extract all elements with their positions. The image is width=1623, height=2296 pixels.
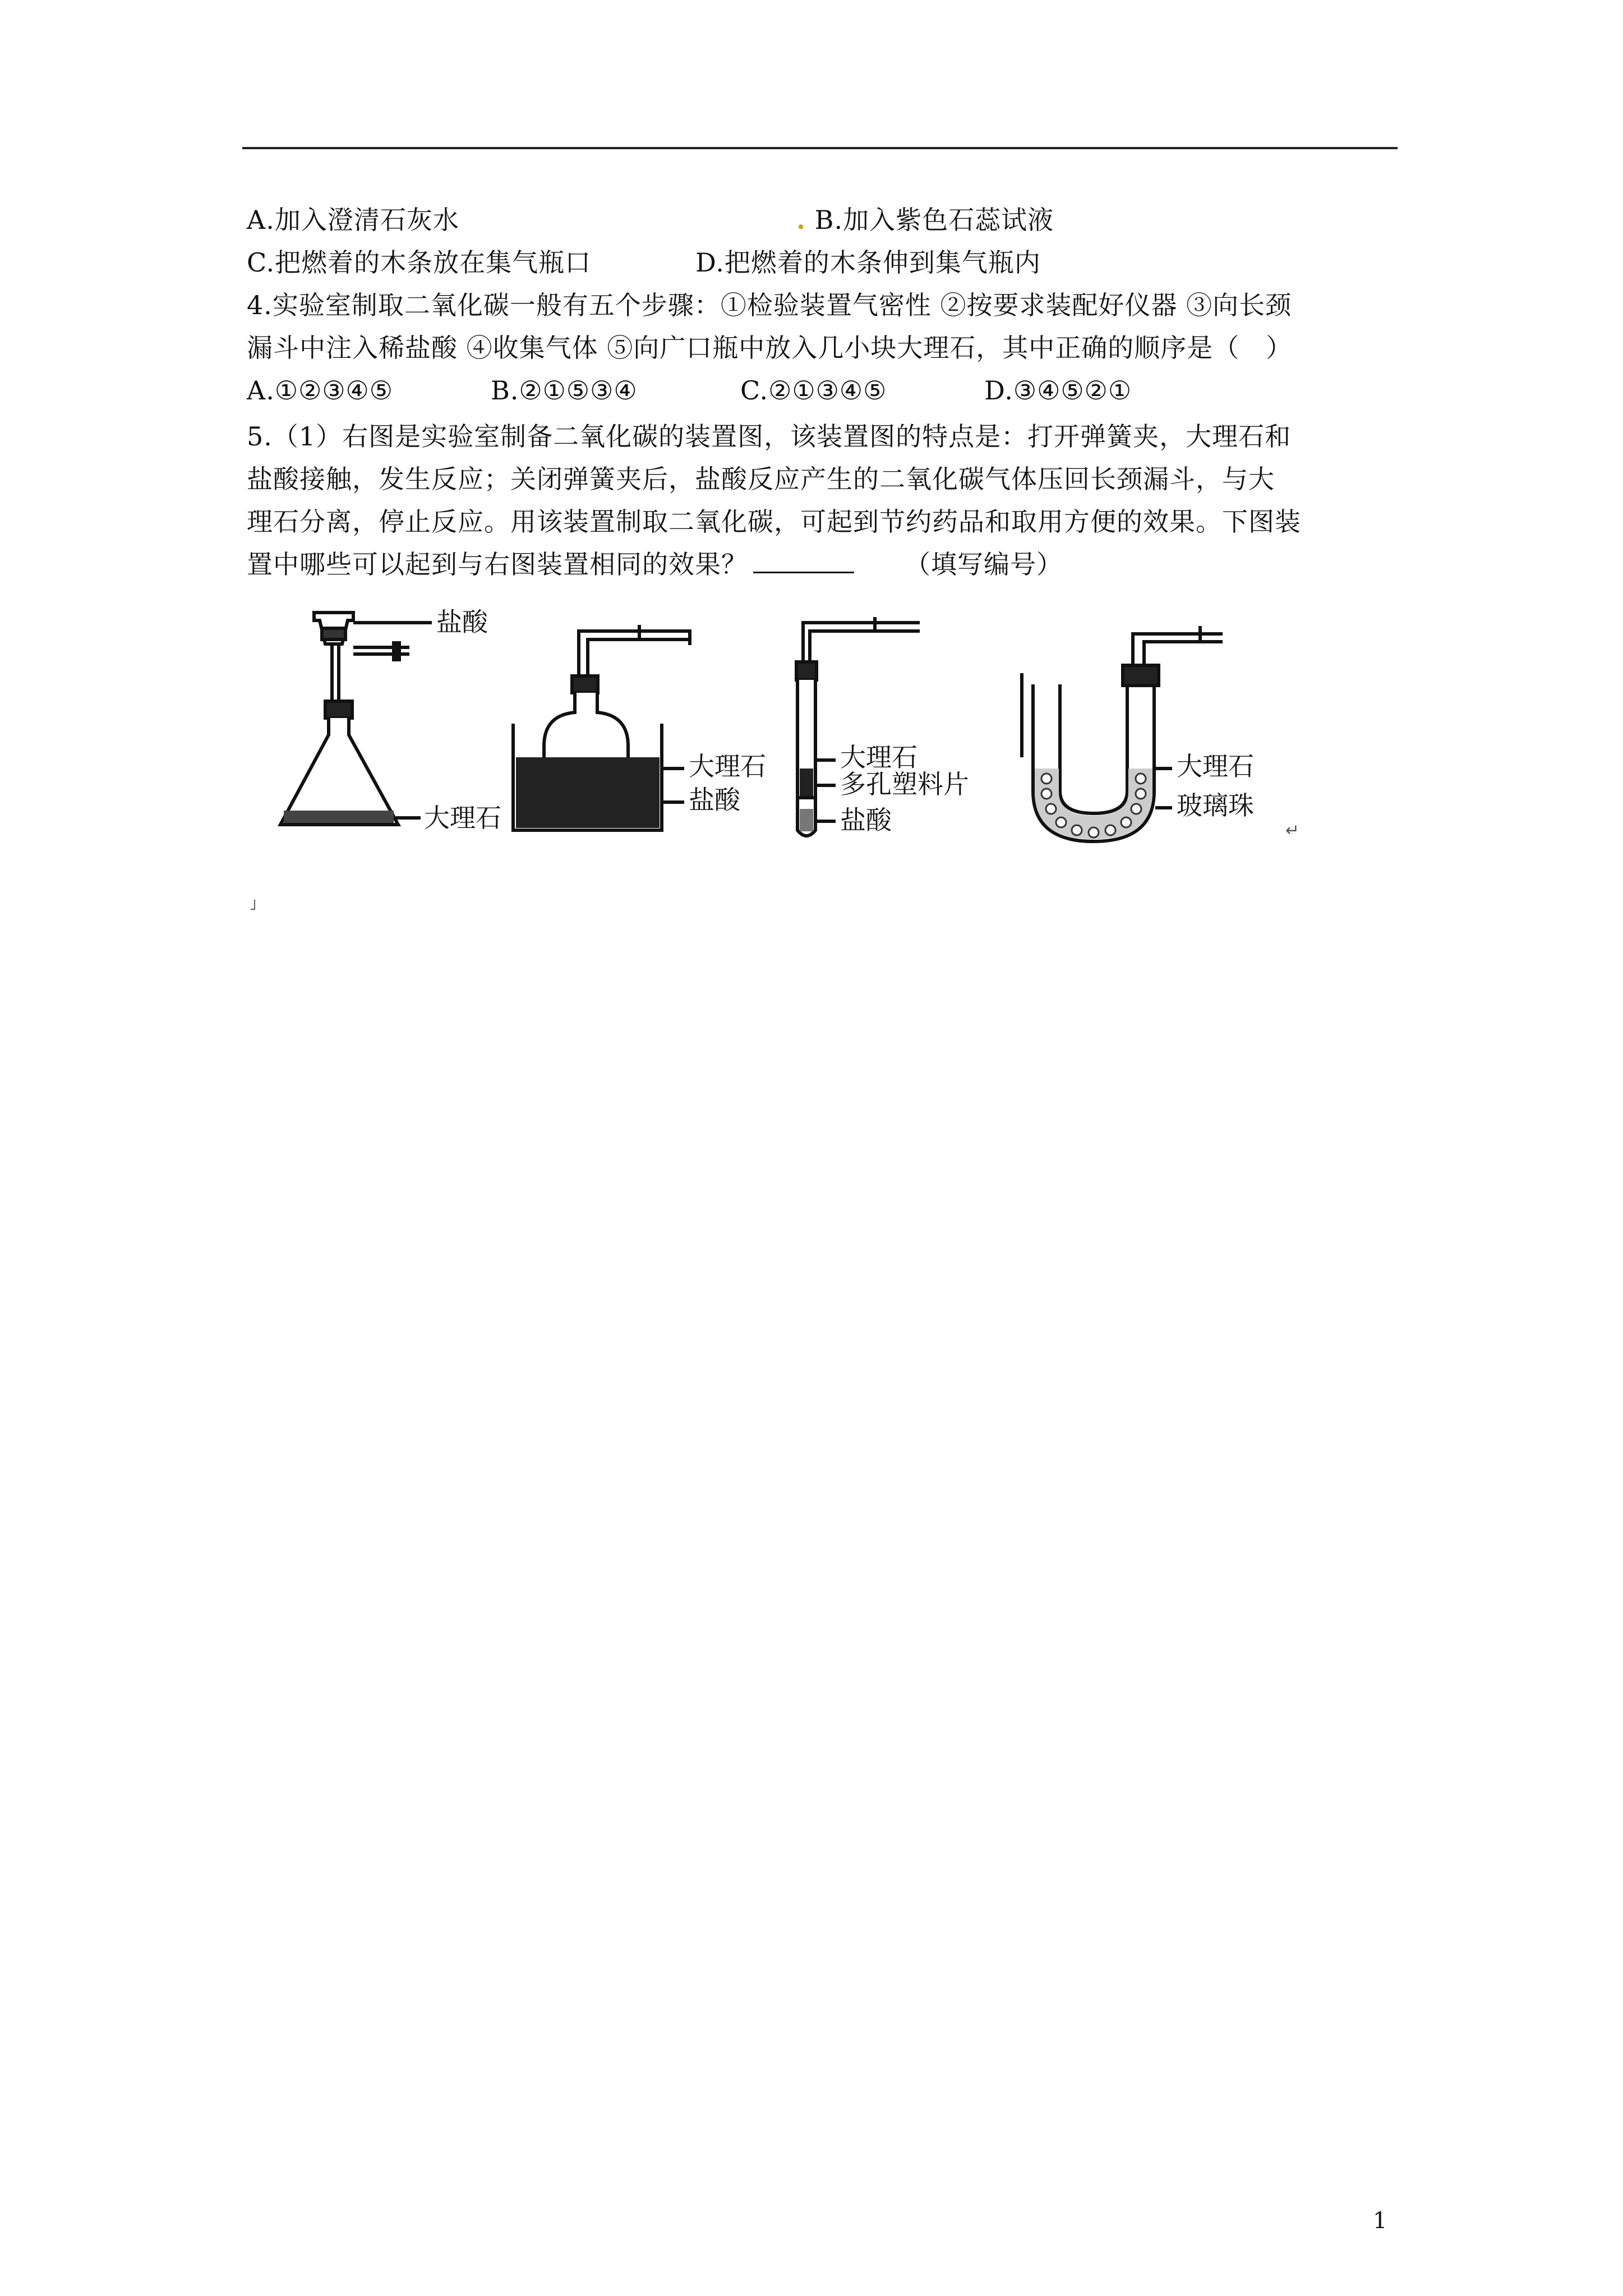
return-mark: ↵ (1285, 821, 1300, 840)
q3-option-b: B.加入紫色石蕊试液 (814, 205, 1054, 235)
q5-stem-line-1: 5.（1）右图是实验室制备二氧化碳的装置图，该装置图的特点是：打开弹簧夹，大理石和 (247, 421, 1292, 452)
label-marble-2: 大理石 (689, 751, 766, 781)
q4-option-c: C.②①③④⑤ (740, 375, 887, 406)
apparatus-3 (796, 617, 920, 836)
q4-option-d: D.③④⑤②① (984, 375, 1132, 406)
label-hcl-2: 盐酸 (689, 785, 740, 815)
q4-options-row (247, 369, 1132, 412)
q3-option-a: A.加入澄清石灰水 (247, 205, 459, 235)
apparatus-svg (269, 600, 1324, 858)
label-marble-1: 大理石 (424, 803, 501, 833)
q4-option-b: B.②①⑤③④ (491, 375, 638, 406)
q5-question: 置中哪些可以起到与右图装置相同的效果？ (247, 549, 748, 579)
label-porous-plate: 多孔塑料片 (840, 769, 969, 799)
q5-stem-line-4 (247, 543, 1063, 586)
q3-option-c: C.把燃着的木条放在集气瓶口 (247, 247, 592, 278)
label-marble-3: 大理石 (840, 742, 917, 772)
header-rule (242, 147, 1398, 149)
q3-option-row-2 (247, 241, 1041, 284)
q3-option-d: D.把燃着的木条伸到集气瓶内 (695, 247, 1041, 278)
apparatus-1 (280, 613, 432, 825)
label-marble-4: 大理石 (1177, 751, 1254, 781)
label-hcl-1: 盐酸 (436, 607, 488, 637)
paragraph-mark: ˩ (249, 895, 257, 914)
q3-option-b-wrap: . B.加入紫色石蕊试液 (796, 205, 1054, 235)
page-number: 1 (1373, 2208, 1387, 2234)
q4-stem-line-1: 4.实验室制取二氧化碳一般有五个步骤：①检验装置气密性 ②按要求装配好仪器 ③向长颈 (247, 290, 1292, 320)
q5-stem-line-3: 理石分离，停止反应。用该装置制取二氧化碳，可起到节约药品和取用方便的效果。下图装 (247, 507, 1301, 537)
apparatus-figure (269, 600, 1324, 858)
q4-option-a: A.①②③④⑤ (247, 375, 394, 406)
q5-stem-line-2: 盐酸接触，发生反应；关闭弹簧夹后，盐酸反应产生的二氧化碳气体压回长颈漏斗，与大 (247, 464, 1275, 494)
q4-stem-line-2: 漏斗中注入稀盐酸 ④收集气体 ⑤向广口瓶中放入几小块大理石，其中正确的顺序是（ ） (247, 333, 1293, 363)
answer-blank[interactable] (753, 549, 854, 573)
label-hcl-3: 盐酸 (840, 805, 892, 835)
q5-fill-hint: （填写编号） (905, 549, 1063, 579)
q3-option-row-1 (247, 199, 1054, 241)
label-glass-beads: 玻璃珠 (1177, 790, 1254, 821)
apparatus-2 (513, 625, 690, 830)
